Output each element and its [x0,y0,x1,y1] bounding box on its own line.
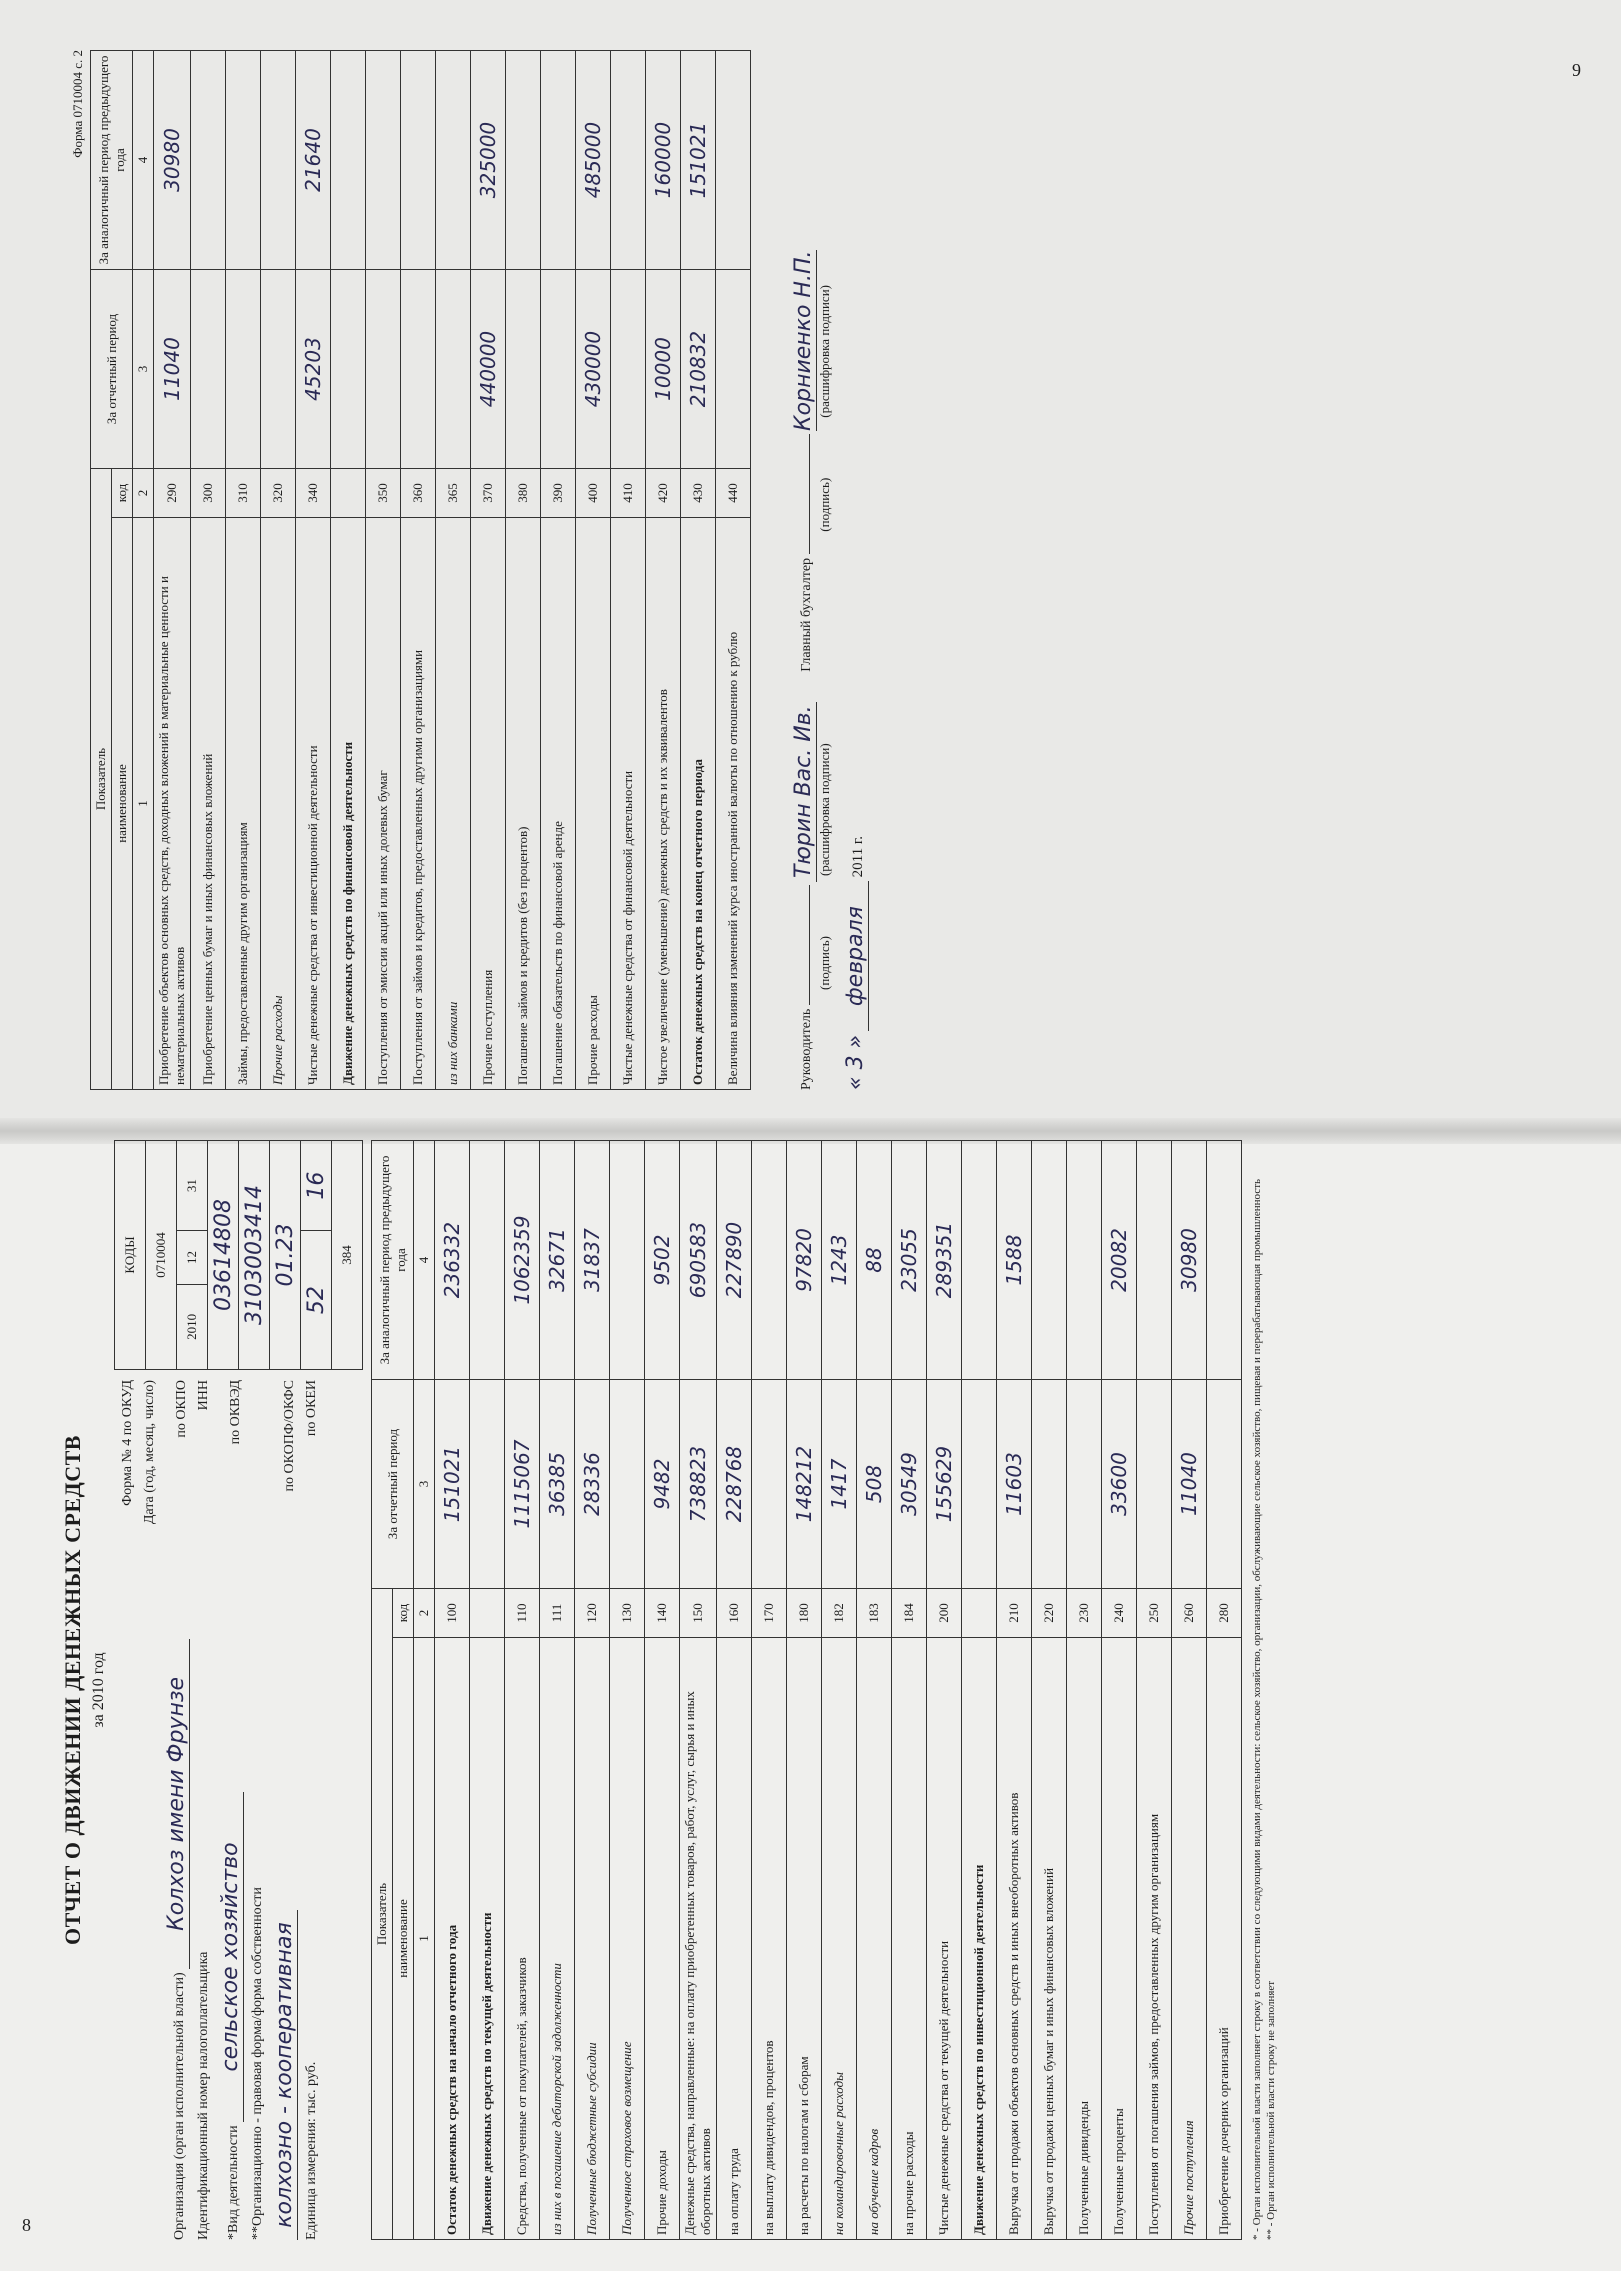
accountant-signature [809,434,810,554]
row-previous-value [1137,1141,1172,1380]
row-current-value: 430000 [576,270,611,469]
inn-label: Идентификационный номер налогоплательщика [196,1951,211,2240]
table-row [716,51,751,1090]
row-code: 300 [191,469,226,518]
row-code: 184 [892,1589,927,1638]
row-name: на обучение кадров [857,1638,892,2240]
row-current-value: 10000 [646,270,681,469]
row-name: Поступления от займов и кредитов, предоставленных другими организациями [401,518,436,1090]
row-current-value: 9482 [645,1380,680,1589]
row-name: на расчеты по налогам и сборам [787,1638,822,2240]
row-previous-value [261,51,296,270]
col-code: код [112,469,133,518]
row-code: 150 [680,1589,717,1638]
row-previous-value: 1588 [997,1141,1032,1380]
col-num: 4 [414,1141,435,1380]
row-previous-value: 690583 [680,1141,717,1380]
table-row [436,51,471,1090]
row-name: Поступления от погашения займов, предоставленных другим организациям [1137,1638,1172,2240]
row-code: 420 [646,469,681,518]
row-name: на командировочные расходы [822,1638,857,2240]
row-previous-value [962,1141,997,1380]
row-current-value [261,270,296,469]
col-previous: За аналогичный период предыдущего года [91,51,133,270]
row-name: Прочие поступления [471,518,506,1090]
row-previous-value [226,51,261,270]
report-period: за 2010 год [90,1652,107,1728]
row-code: 440 [716,469,751,518]
row-previous-value: 325000 [471,51,506,270]
report-title: ОТЧЕТ О ДВИЖЕНИИ ДЕНЕЖНЫХ СРЕДСТВ [60,1435,85,1945]
org-label: Организация (орган исполнительной власти) [172,1972,187,2240]
row-current-value: 228768 [717,1380,752,1589]
row-code: 230 [1067,1589,1102,1638]
row-name: Движение денежных средств по текущей деятельности [470,1638,505,2240]
inn-suffix: ИНН [196,1380,211,1411]
table-row [645,1141,680,2240]
row-code: 260 [1172,1589,1207,1638]
table-row [471,51,506,1090]
date-year: 2010 [177,1284,208,1369]
col-num: 2 [133,469,154,518]
row-previous-value [470,1141,505,1380]
row-current-value: 11040 [1172,1380,1207,1589]
footnote-1: * - Орган исполнительной власти заполняет строку в соответствии со следующими видами деятельности: сельское хозяйство, организации, обслуживающие сельское хозяйство, пищевая и перерабатывающая промышленность [1251,1178,1263,2240]
row-current-value [1032,1380,1067,1589]
table-row [680,1141,717,2240]
table-row [401,51,436,1090]
table-row [717,1141,752,2240]
head-label: Руководитель [799,1008,814,1090]
codes-header: КОДЫ [115,1141,146,1370]
row-code: 100 [435,1589,470,1638]
row-code: 390 [541,469,576,518]
table-row [892,1141,927,2240]
table-row [470,1141,505,2240]
row-code: 290 [154,469,191,518]
row-code: 200 [927,1589,962,1638]
row-code: 280 [1207,1589,1242,1638]
row-current-value: 45203 [296,270,331,469]
org-value: Колхоз имени Фрунзе [164,1639,190,1969]
row-code: 310 [226,469,261,518]
row-current-value [962,1380,997,1589]
row-current-value: 148212 [787,1380,822,1589]
date-month: 12 [177,1231,208,1285]
row-code [470,1589,505,1638]
accountant-name-caption: (расшифровка подписи) [817,285,832,418]
row-name: Прочие поступления [1172,1638,1207,2240]
page-number-left: 8 [22,2215,31,2235]
row-code: 380 [506,469,541,518]
row-name: Движение денежных средств по финансовой деятельности [331,518,366,1090]
row-current-value [610,1380,645,1589]
ownership-value: колхозно - кооперативная [272,1910,298,2240]
row-current-value [1067,1380,1102,1589]
col-num: 1 [414,1638,435,2240]
row-previous-value: 31837 [575,1141,610,1380]
row-code: 182 [822,1589,857,1638]
okopf-label: по ОКОПФ/ОКФС [282,1380,297,1492]
page-number-right: 9 [1572,60,1581,80]
row-name: из них в погашение дебиторской задолженности [540,1638,575,2240]
row-current-value [401,270,436,469]
table-row [331,51,366,1090]
okved-value: 01.23 [270,1141,301,1370]
row-name: Приобретение дочерних организаций [1207,1638,1242,2240]
row-name: Движение денежных средств по инвестиционной деятельности [962,1638,997,2240]
accountant-sign-caption: (подпись) [817,477,832,532]
row-previous-value: 20082 [1102,1141,1137,1380]
row-name: Выручка от продажи объектов основных средств и иных внеоборотных активов [997,1638,1032,2240]
row-current-value: 28336 [575,1380,610,1589]
table-row [1172,1141,1207,2240]
row-name: Погашение обязательств по финансовой аренде [541,518,576,1090]
row-code: 410 [611,469,646,518]
row-previous-value: 9502 [645,1141,680,1380]
row-previous-value: 1062359 [505,1141,540,1380]
right-cashflow-table [90,50,751,1090]
okopf-value: 52 [301,1231,332,1370]
row-name: Остаток денежных средств на начало отчетного года [435,1638,470,2240]
col-num: 1 [133,518,154,1090]
table-row [997,1141,1032,2240]
row-previous-value [610,1141,645,1380]
row-previous-value [506,51,541,270]
row-previous-value [366,51,401,270]
row-name: Средства, полученные от покупателей, заказчиков [505,1638,540,2240]
table-row [506,51,541,1090]
row-code: 183 [857,1589,892,1638]
date-month: февраля [843,881,869,1031]
row-previous-value: 32671 [540,1141,575,1380]
head-name-caption: (расшифровка подписи) [817,743,832,877]
row-previous-value [401,51,436,270]
okei-value: 384 [332,1141,363,1370]
head-name: Тюрин Вас. Ив. [791,702,817,882]
table-row [681,51,716,1090]
row-previous-value [1032,1141,1067,1380]
table-row [296,51,331,1090]
row-previous-value: 23055 [892,1141,927,1380]
row-previous-value: 30980 [154,51,191,270]
row-code: 240 [1102,1589,1137,1638]
row-code: 130 [610,1589,645,1638]
head-signature [809,885,810,1005]
row-current-value [226,270,261,469]
table-row [575,1141,610,2240]
col-indicator: Показатель [372,1589,393,2240]
table-row [1032,1141,1067,2240]
table-row [576,51,611,1090]
row-name: на оплату труда [717,1638,752,2240]
inn-value: 3103003414 [239,1141,270,1370]
col-num: 4 [133,51,154,270]
row-name: Выручка от продажи ценных бумаг и иных финансовых вложений [1032,1638,1067,2240]
row-current-value [1207,1380,1242,1589]
row-previous-value: 160000 [646,51,681,270]
row-previous-value [1067,1141,1102,1380]
col-indicator: Показатель [91,469,112,1090]
row-code: 340 [296,469,331,518]
row-current-value [752,1380,787,1589]
row-code: 120 [575,1589,610,1638]
row-code: 111 [540,1589,575,1638]
row-code: 170 [752,1589,787,1638]
row-previous-value [611,51,646,270]
row-code: 250 [1137,1589,1172,1638]
table-row [646,51,681,1090]
row-current-value: 33600 [1102,1380,1137,1589]
row-name: Полученные дивиденды [1067,1638,1102,2240]
row-previous-value [541,51,576,270]
row-previous-value: 30980 [1172,1141,1207,1380]
row-code: 320 [261,469,296,518]
table-row [610,1141,645,2240]
row-name: Денежные средства, направленные: на оплату приобретенных товаров, работ, услуг, сырья и иных оборотных активов [680,1638,717,2240]
activity-label: *Вид деятельности [226,2125,241,2240]
row-current-value: 11603 [997,1380,1032,1589]
row-previous-value: 485000 [576,51,611,270]
row-code: 430 [681,469,716,518]
col-previous: За аналогичный период предыдущего года [372,1141,414,1380]
table-row [1207,1141,1242,2240]
date-day: « 3 » [843,1034,868,1090]
table-row [1137,1141,1172,2240]
col-current: За отчетный период [372,1380,414,1589]
row-current-value [506,270,541,469]
right-page [70,50,1590,1090]
table-row [261,51,296,1090]
table-row [226,51,261,1090]
left-page [60,1140,1600,2240]
date-day: 31 [177,1141,208,1231]
row-current-value [470,1380,505,1589]
row-previous-value: 88 [857,1141,892,1380]
row-name: Полученные проценты [1102,1638,1137,2240]
table-row [752,1141,787,2240]
row-previous-value [331,51,366,270]
row-code: 140 [645,1589,680,1638]
row-code: 360 [401,469,436,518]
row-name: Поступления от эмиссии акций или иных долевых бумаг [366,518,401,1090]
row-code: 400 [576,469,611,518]
row-current-value: 1417 [822,1380,857,1589]
col-name: наименование [112,518,133,1090]
form-reference: Форма 0710004 с. 2 [70,50,85,158]
row-name: Полученное страховое возмещение [610,1638,645,2240]
table-row [962,1141,997,2240]
row-name: Чистое увеличение (уменьшение) денежных средств и их эквивалентов [646,518,681,1090]
row-current-value [366,270,401,469]
row-current-value [716,270,751,469]
col-code: код [393,1589,414,1638]
header-fields [114,1380,363,2240]
row-previous-value: 236332 [435,1141,470,1380]
row-previous-value [752,1141,787,1380]
table-row [822,1141,857,2240]
row-current-value [436,270,471,469]
row-code: 210 [997,1589,1032,1638]
head-sign-caption: (подпись) [817,936,832,990]
activity-value: сельское хозяйство [218,1792,244,2122]
row-name: Погашение займов и кредитов (без процентов) [506,518,541,1090]
accountant-label: Главный бухгалтер [799,557,814,672]
row-current-value [541,270,576,469]
codes-table [114,1140,363,1370]
okpo-label: по ОКПО [174,1380,189,1438]
row-name: Займы, предоставленные другим организациям [226,518,261,1090]
row-code [962,1589,997,1638]
row-previous-value: 289351 [927,1141,962,1380]
date-label: Дата (год, месяц, число) [142,1380,157,1525]
row-current-value: 11040 [154,270,191,469]
row-previous-value [716,51,751,270]
row-current-value: 738823 [680,1380,717,1589]
signatures [791,50,833,1090]
row-name: Приобретение ценных бумаг и иных финансовых вложений [191,518,226,1090]
row-code: 110 [505,1589,540,1638]
unit-label: Единица измерения: тыс. руб. [304,2061,319,2240]
row-code: 370 [471,469,506,518]
row-name: Прочие расходы [261,518,296,1090]
row-name: на выплату дивидендов, процентов [752,1638,787,2240]
row-current-value [191,270,226,469]
footnote-2: ** - Орган исполнительной власти строку не заполняет [1265,1980,1277,2240]
ownership-label: **Организационно - правовая форма/форма собственности [250,1887,265,2240]
row-name: Полученные бюджетные субсидии [575,1638,610,2240]
row-current-value [331,270,366,469]
row-name: Прочие расходы [576,518,611,1090]
row-code: 365 [436,469,471,518]
date-year: 2011 г. [850,835,866,878]
row-current-value: 210832 [681,270,716,469]
table-row [366,51,401,1090]
form-code: 0710004 [146,1141,177,1370]
col-num: 3 [414,1380,435,1589]
col-num: 3 [133,270,154,469]
table-row [541,51,576,1090]
col-name: наименование [393,1638,414,2240]
table-row [191,51,226,1090]
accountant-name: Корниенко Н.П. [791,250,816,431]
row-current-value [1137,1380,1172,1589]
row-name: Чистые денежные средства от инвестиционной деятельности [296,518,331,1090]
row-previous-value: 1243 [822,1141,857,1380]
row-current-value: 155629 [927,1380,962,1589]
okpo-value: 03614808 [208,1141,239,1370]
row-name: Приобретение объектов основных средств, доходных вложений в материальные ценности и нематериальных активов [154,518,191,1090]
row-name: из них банками [436,518,471,1090]
table-row [1067,1141,1102,2240]
table-row [787,1141,822,2240]
form-label: Форма № 4 по ОКУД [120,1380,135,1506]
row-code [331,469,366,518]
row-previous-value: 227890 [717,1141,752,1380]
okved-label: по ОКВЭД [228,1380,243,1445]
table-row [505,1141,540,2240]
table-row [611,51,646,1090]
row-name: Прочие доходы [645,1638,680,2240]
okfs-value: 16 [301,1141,332,1231]
row-current-value: 1115067 [505,1380,540,1589]
row-name: Остаток денежных средств на конец отчетного периода [681,518,716,1090]
row-previous-value: 21640 [296,51,331,270]
report-date [843,50,869,1090]
row-previous-value [436,51,471,270]
table-row [927,1141,962,2240]
row-previous-value: 151021 [681,51,716,270]
table-row [857,1141,892,2240]
row-code: 160 [717,1589,752,1638]
row-current-value [611,270,646,469]
table-row [1102,1141,1137,2240]
row-current-value: 508 [857,1380,892,1589]
row-code: 180 [787,1589,822,1638]
row-previous-value [191,51,226,270]
okei-label: по ОКЕИ [304,1380,319,1437]
col-current: За отчетный период [91,270,133,469]
col-num: 2 [414,1589,435,1638]
row-code: 220 [1032,1589,1067,1638]
table-row [154,51,191,1090]
row-current-value: 36385 [540,1380,575,1589]
row-current-value: 30549 [892,1380,927,1589]
row-previous-value [1207,1141,1242,1380]
left-cashflow-table [371,1140,1242,2240]
row-name: на прочие расходы [892,1638,927,2240]
row-name: Чистые денежные средства от финансовой деятельности [611,518,646,1090]
table-row [435,1141,470,2240]
row-current-value: 151021 [435,1380,470,1589]
row-current-value: 440000 [471,270,506,469]
row-previous-value: 97820 [787,1141,822,1380]
row-code: 350 [366,469,401,518]
table-row [540,1141,575,2240]
row-name: Чистые денежные средства от текущей деятельности [927,1638,962,2240]
row-name: Величина влияния изменений курса иностранной валюты по отношению к рублю [716,518,751,1090]
